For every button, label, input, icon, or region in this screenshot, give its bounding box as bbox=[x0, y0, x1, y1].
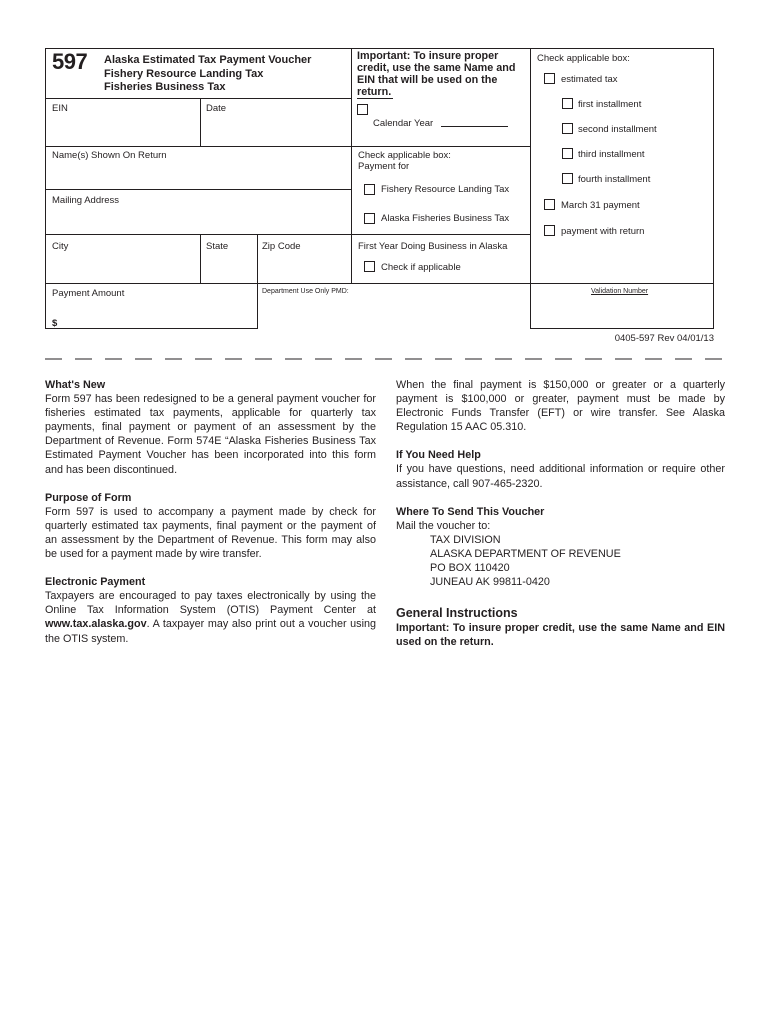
zip-label: Zip Code bbox=[262, 241, 301, 252]
mailing-address bbox=[396, 533, 725, 589]
frame-right bbox=[713, 48, 714, 329]
general-instructions-heading: General Instructions bbox=[396, 606, 518, 621]
title-line: Fishery Resource Landing Tax bbox=[104, 67, 264, 80]
important-underline bbox=[357, 98, 393, 99]
frame-bottom-left bbox=[45, 328, 257, 329]
electronic-body bbox=[45, 589, 376, 645]
frame-bottom-right bbox=[530, 328, 714, 329]
fourth-installment-checkbox[interactable] bbox=[562, 173, 573, 184]
general-instructions-body: Important: To insure proper credit, use the same Name and EIN used on the return. bbox=[396, 622, 725, 649]
ein-label: EIN bbox=[52, 103, 68, 114]
fishery-landing-label: Fishery Resource Landing Tax bbox=[381, 184, 510, 195]
electronic-body-pre: Taxpayers are encouraged to pay taxes electronically by using the Online Tax Information System (OTIS) Payment Center at bbox=[45, 590, 376, 617]
address-line: JUNEAU AK 99811-0420 bbox=[430, 576, 550, 589]
date-field[interactable] bbox=[201, 114, 350, 145]
estimated-tax-checkbox[interactable] bbox=[544, 73, 555, 84]
first-installment-label: first installment bbox=[578, 99, 642, 110]
city-label: City bbox=[52, 241, 69, 252]
city-field[interactable] bbox=[46, 253, 199, 282]
help-heading: If You Need Help bbox=[396, 449, 481, 462]
instructions-right-column bbox=[396, 378, 725, 649]
calendar-year-label: Calendar Year bbox=[373, 118, 434, 129]
payment-amount-label: Payment Amount bbox=[52, 288, 125, 299]
address-line: ALASKA DEPARTMENT OF REVENUE bbox=[430, 547, 621, 560]
divider-title-bottom bbox=[45, 98, 351, 99]
cut-line bbox=[45, 356, 725, 362]
right-box-heading: Check applicable box: bbox=[537, 53, 630, 64]
first-year-label: First Year Doing Business in Alaska bbox=[358, 241, 508, 252]
calendar-year-checkbox[interactable] bbox=[357, 104, 368, 115]
fisheries-business-label: Alaska Fisheries Business Tax bbox=[381, 213, 510, 224]
calendar-year-field[interactable] bbox=[441, 126, 508, 127]
send-heading: Where To Send This Voucher bbox=[396, 505, 545, 518]
otis-link[interactable]: www.tax.alaska.gov bbox=[45, 618, 147, 631]
third-installment-label: third installment bbox=[578, 149, 645, 160]
divider-left-middle bbox=[351, 48, 352, 283]
electronic-body-post: . A taxpayer may also print out a voucher using the OTIS system. bbox=[45, 618, 376, 645]
title-line: Fisheries Business Tax bbox=[104, 81, 226, 93]
date-label: Date bbox=[206, 103, 227, 114]
purpose-body: Form 597 is used to accompany a payment made by check for quarterly estimated tax payments, final payment or the payment of an assessment by the Department of Revenue. This form may also be used for a payment made by wire transfer. bbox=[45, 505, 376, 561]
form-number: 597 bbox=[52, 49, 88, 74]
payment-for-heading: Check applicable box: bbox=[358, 150, 451, 161]
ein-field[interactable] bbox=[46, 114, 199, 145]
payment-amount-field[interactable] bbox=[62, 300, 256, 327]
revision-code: 0405-597 Rev 04/01/13 bbox=[614, 333, 714, 344]
mailing-field[interactable] bbox=[46, 207, 350, 233]
second-installment-label: second installment bbox=[578, 124, 657, 135]
help-body: If you have questions, need additional information or require other assistance, call 907-465-2320. bbox=[396, 463, 725, 490]
names-field[interactable] bbox=[46, 162, 350, 188]
divider-row-ein-bottom bbox=[45, 146, 530, 147]
names-label: Name(s) Shown On Return bbox=[52, 150, 167, 161]
fourth-installment-label: fourth installment bbox=[578, 174, 651, 185]
dollar-sign: $ bbox=[52, 318, 58, 329]
address-line: TAX DIVISION bbox=[430, 533, 501, 546]
important-notice: Important: To insure proper credit, use the same Name and EIN that will be used on the return. bbox=[357, 50, 516, 98]
send-intro: Mail the voucher to: bbox=[396, 519, 491, 532]
zip-field[interactable] bbox=[258, 253, 350, 282]
validation-number-label: Validation Number bbox=[591, 288, 649, 295]
whats-new-body: Form 597 has been redesigned to be a general payment voucher for fisheries estimated tax payments, applicable for quarterly tax payments, final payment or payment of an assessment by the Department of Revenue. Form 574E “Alaska Fisheries Business Tax Estimated Payment Voucher has been incorporated into this form and has been discontinued. bbox=[45, 393, 376, 476]
first-year-option-label: Check if applicable bbox=[381, 262, 461, 273]
fishery-landing-checkbox[interactable] bbox=[364, 184, 375, 195]
dept-use-label: Department Use Only PMD: bbox=[262, 288, 349, 295]
first-installment-checkbox[interactable] bbox=[562, 98, 573, 109]
fisheries-business-checkbox[interactable] bbox=[364, 213, 375, 224]
second-installment-checkbox[interactable] bbox=[562, 123, 573, 134]
frame-top bbox=[45, 48, 714, 49]
estimated-tax-label: estimated tax bbox=[561, 74, 618, 85]
state-label: State bbox=[206, 241, 229, 252]
electronic-heading: Electronic Payment bbox=[45, 576, 146, 589]
divider-names-bottom bbox=[45, 189, 351, 190]
state-field[interactable] bbox=[201, 253, 256, 282]
final-payment-body: When the final payment is $150,000 or greater or a quarterly payment is $100,000 or greater, payment must be made by Electronic Funds Transfer (EFT) or wire transfer. See Alaska Regulation 15 AAC 05.310. bbox=[396, 379, 725, 434]
divider-city-bottom bbox=[45, 283, 714, 284]
payment-with-return-label: payment with return bbox=[561, 226, 645, 237]
divider-middle-right bbox=[530, 48, 531, 329]
first-year-checkbox[interactable] bbox=[364, 261, 375, 272]
third-installment-checkbox[interactable] bbox=[562, 148, 573, 159]
purpose-heading: Purpose of Form bbox=[45, 491, 132, 504]
payment-for-subheading: Payment for bbox=[358, 161, 410, 172]
march-31-checkbox[interactable] bbox=[544, 199, 555, 210]
mailing-label: Mailing Address bbox=[52, 195, 120, 206]
address-line: PO BOX 110420 bbox=[430, 562, 510, 575]
form-titles bbox=[104, 54, 311, 95]
march-31-label: March 31 payment bbox=[561, 200, 640, 211]
title-line: Alaska Estimated Tax Payment Voucher bbox=[104, 54, 312, 66]
instructions-left-column bbox=[45, 378, 376, 646]
payment-with-return-checkbox[interactable] bbox=[544, 225, 555, 236]
divider-mailing-bottom bbox=[45, 234, 530, 235]
whats-new-heading: What's New bbox=[45, 379, 106, 391]
